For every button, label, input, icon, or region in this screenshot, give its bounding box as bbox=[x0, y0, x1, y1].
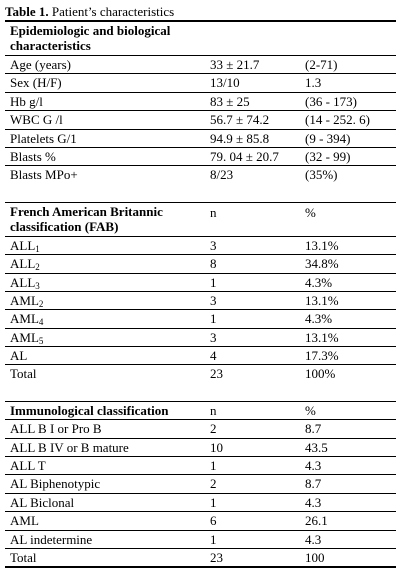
row-label bbox=[10, 274, 40, 291]
row-range: (9 - 394) bbox=[305, 130, 351, 146]
row-label: Age (years) bbox=[10, 57, 71, 72]
class-name: AML bbox=[10, 311, 39, 327]
class-name: ALL bbox=[10, 274, 36, 290]
table-row bbox=[5, 292, 396, 310]
table-row bbox=[5, 130, 396, 148]
row-value: 8/23 bbox=[210, 167, 234, 183]
section1-heading: Epidemiologic and biological characteristics bbox=[10, 23, 171, 53]
section2-total-row bbox=[5, 364, 396, 382]
row-percent: 34.8% bbox=[305, 256, 339, 272]
row-label: ALL B IV or B mature bbox=[10, 439, 129, 455]
row-count: 1 bbox=[210, 494, 217, 510]
table-row bbox=[5, 148, 396, 166]
table-row bbox=[5, 420, 396, 438]
row-percent: 4.3 bbox=[305, 531, 322, 547]
row-range: (35%) bbox=[305, 167, 338, 183]
row-percent: 8.7 bbox=[305, 421, 322, 437]
row-range: (32 - 99) bbox=[305, 148, 351, 164]
row-label: AL Biphenotypic bbox=[10, 476, 101, 492]
row-value: 13/10 bbox=[210, 75, 240, 91]
class-name: ALL bbox=[10, 256, 36, 272]
section2-col-n: n bbox=[210, 204, 217, 220]
row-label: ALL B I or Pro B bbox=[10, 421, 102, 437]
section-spacer bbox=[5, 184, 396, 202]
row-count: 2 bbox=[210, 476, 217, 492]
row-label: AML bbox=[10, 513, 39, 529]
row-count: 6 bbox=[210, 513, 217, 529]
table-row bbox=[5, 93, 396, 111]
row-value: 83 ± 25 bbox=[210, 93, 250, 109]
section2-header bbox=[5, 202, 396, 237]
table-row bbox=[5, 74, 396, 92]
row-percent: 17.3% bbox=[305, 348, 339, 364]
patient-characteristics-table bbox=[5, 20, 396, 568]
table-row bbox=[5, 494, 396, 512]
row-value: 79. 04 ± 20.7 bbox=[210, 148, 279, 164]
row-label: AL Biclonal bbox=[10, 494, 75, 510]
row-label: Platelets G/1 bbox=[10, 130, 77, 146]
section3-heading: Immunological classification bbox=[10, 402, 169, 418]
table-row bbox=[5, 166, 396, 183]
table-row bbox=[5, 310, 396, 328]
row-range: (14 - 252. 6) bbox=[305, 112, 370, 128]
row-label: Blasts MPo+ bbox=[10, 167, 78, 183]
table-caption bbox=[5, 3, 397, 20]
class-name: AML bbox=[10, 292, 39, 308]
row-percent: 4.3% bbox=[305, 311, 333, 327]
table-row bbox=[5, 274, 396, 292]
row-label bbox=[10, 310, 43, 327]
section2-total-pct: 100% bbox=[305, 366, 336, 382]
table-row bbox=[5, 475, 396, 493]
row-count: 1 bbox=[210, 458, 217, 474]
table-row bbox=[5, 255, 396, 273]
row-value: 94.9 ± 85.8 bbox=[210, 130, 270, 146]
section2-total-n: 23 bbox=[210, 366, 223, 382]
section2-total-label: Total bbox=[10, 366, 37, 382]
row-range: (36 - 173) bbox=[305, 93, 357, 109]
section2-rows bbox=[5, 237, 396, 365]
table-row bbox=[5, 531, 396, 548]
row-value: 56.7 ± 74.2 bbox=[210, 112, 270, 128]
row-label bbox=[10, 329, 43, 346]
row-percent: 13.1% bbox=[305, 237, 339, 253]
class-subtype: 4 bbox=[38, 317, 44, 328]
section3-total-label: Total bbox=[10, 549, 37, 565]
row-percent: 4.3% bbox=[305, 274, 333, 290]
table-label: Table 1. bbox=[5, 4, 49, 19]
section3-total-n: 23 bbox=[210, 549, 223, 565]
section2-heading: French American Britannic classification (FAB) bbox=[10, 203, 163, 234]
row-label bbox=[10, 347, 27, 364]
row-count: 2 bbox=[210, 421, 217, 437]
section1-rows bbox=[5, 56, 396, 184]
row-percent: 4.3 bbox=[305, 458, 322, 474]
class-subtype: 1 bbox=[35, 243, 40, 254]
row-label: Sex (H/F) bbox=[10, 75, 62, 91]
row-label: Blasts % bbox=[10, 148, 56, 164]
row-count: 1 bbox=[210, 311, 217, 327]
row-percent: 13.1% bbox=[305, 292, 339, 308]
section-spacer bbox=[5, 383, 396, 401]
class-subtype: 2 bbox=[35, 262, 40, 273]
row-count: 4 bbox=[210, 348, 217, 364]
row-percent: 13.1% bbox=[305, 329, 339, 345]
table-row bbox=[5, 512, 396, 530]
row-percent: 4.3 bbox=[305, 494, 322, 510]
section3-rows bbox=[5, 420, 396, 548]
section3-header bbox=[5, 401, 396, 420]
table-row bbox=[5, 56, 396, 74]
row-count: 10 bbox=[210, 439, 223, 455]
row-count: 1 bbox=[210, 531, 217, 547]
row-label bbox=[10, 292, 43, 309]
row-label: WBC G /l bbox=[10, 112, 63, 128]
class-subtype: 2 bbox=[38, 298, 44, 309]
row-count: 1 bbox=[210, 274, 217, 290]
row-count: 3 bbox=[210, 329, 217, 345]
table-row bbox=[5, 347, 396, 364]
class-subtype: 5 bbox=[38, 335, 44, 346]
row-label: Hb g/l bbox=[10, 93, 43, 109]
row-range: (2-71) bbox=[305, 57, 338, 72]
row-count: 3 bbox=[210, 292, 217, 308]
table-row bbox=[5, 329, 396, 347]
class-name: AML bbox=[10, 329, 39, 345]
row-label bbox=[10, 237, 40, 254]
table-row bbox=[5, 457, 396, 475]
section3-total-pct: 100 bbox=[305, 549, 325, 565]
class-name: ALL bbox=[10, 237, 36, 253]
row-label: ALL T bbox=[10, 458, 46, 474]
class-subtype: 3 bbox=[35, 280, 40, 291]
section3-col-n: n bbox=[210, 402, 217, 418]
row-count: 8 bbox=[210, 256, 217, 272]
table-title: Patient’s characteristics bbox=[48, 4, 175, 19]
section3-col-pct: % bbox=[305, 402, 316, 418]
row-percent: 43.5 bbox=[305, 439, 328, 455]
section2-col-pct: % bbox=[305, 204, 316, 220]
row-value: 33 ± 21.7 bbox=[210, 57, 260, 72]
row-label bbox=[10, 255, 40, 272]
section3-total-row bbox=[5, 548, 396, 566]
table-row bbox=[5, 439, 396, 457]
class-name: AL bbox=[10, 348, 28, 364]
row-percent: 8.7 bbox=[305, 476, 322, 492]
table-row bbox=[5, 237, 396, 255]
section1-header bbox=[5, 22, 396, 56]
row-label: AL indetermine bbox=[10, 531, 93, 547]
row-range: 1.3 bbox=[305, 75, 322, 91]
row-count: 3 bbox=[210, 237, 217, 253]
row-percent: 26.1 bbox=[305, 513, 328, 529]
table-row bbox=[5, 111, 396, 129]
